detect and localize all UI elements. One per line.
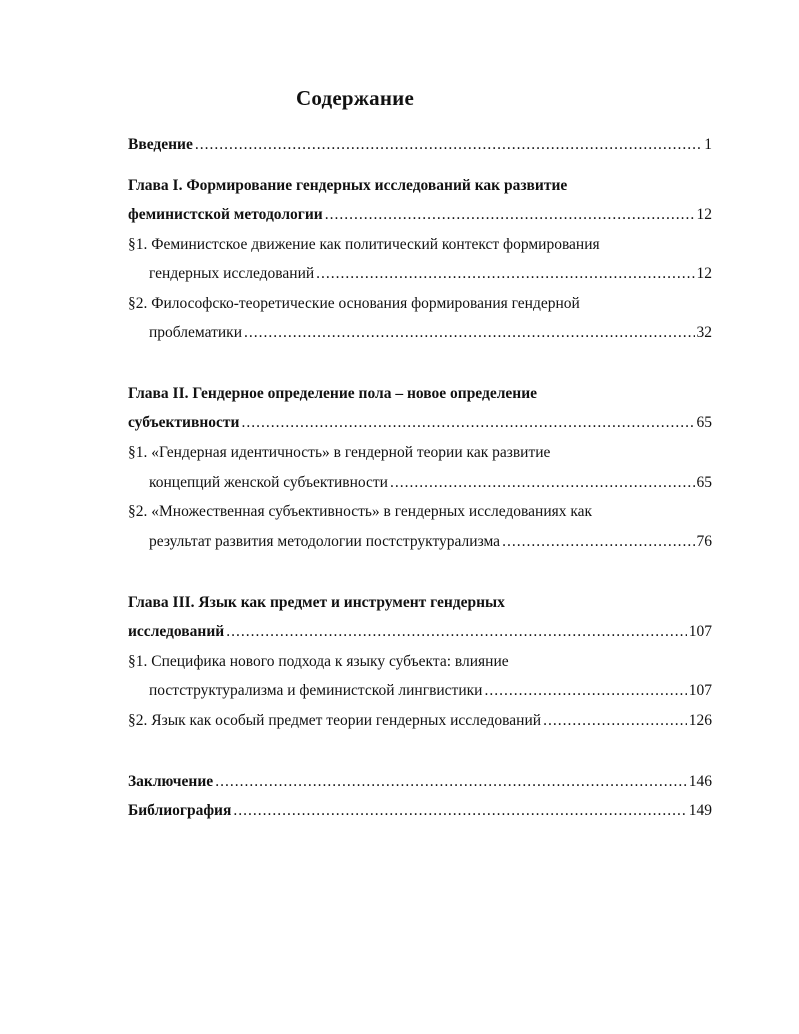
toc-chapter-1-title[interactable] (128, 174, 712, 198)
leader-dots (215, 770, 687, 794)
toc-section-title-line: §1. Специфика нового подхода к языку субъекта: влияние (128, 653, 509, 670)
toc-section-1-2-end[interactable] (149, 321, 712, 345)
toc-section-2-1-end[interactable] (149, 471, 712, 495)
toc-page-number: 146 (688, 773, 712, 790)
toc-chapter-2-title[interactable] (128, 382, 712, 406)
toc-section-2-2[interactable] (128, 500, 712, 524)
toc-chapter-3-title[interactable] (128, 591, 712, 615)
toc-entry-introduction[interactable] (128, 133, 712, 157)
leader-dots (502, 530, 694, 554)
toc-section-3-1-end[interactable] (149, 679, 712, 703)
toc-section-2-2-end[interactable] (149, 530, 712, 554)
toc-entry-conclusion[interactable] (128, 770, 712, 794)
toc-page-number: 76 (696, 533, 712, 550)
toc-chapter-title-line: Глава I. Формирование гендерных исследований как развитие (128, 177, 568, 194)
toc-chapter-title-line: исследований (128, 623, 225, 640)
toc-section-title-line: §1. «Гендерная идентичность» в гендерной теории как развитие (128, 444, 551, 461)
toc-page-number: 126 (688, 712, 712, 729)
leader-dots (195, 133, 702, 157)
toc-page-number: 65 (696, 414, 712, 431)
leader-dots (316, 262, 694, 286)
toc-section-title-line: концепций женской субъективности (149, 474, 388, 491)
toc-section-2-1[interactable] (128, 441, 712, 465)
toc-chapter-title-line: феминистской методологии (128, 206, 323, 223)
toc-section-title-line: результат развития методологии постструктурализма (149, 533, 501, 550)
toc-chapter-title-line: Глава II. Гендерное определение пола – новое определение (128, 385, 538, 402)
toc-section-title-line: §2. «Множественная субъективность» в гендерных исследованиях как (128, 503, 593, 520)
toc-entry-label: Введение (128, 136, 193, 153)
toc-page-number: 65 (696, 474, 712, 491)
leader-dots (233, 799, 686, 823)
toc-entry-bibliography[interactable] (128, 799, 712, 823)
toc-chapter-title-line: Глава III. Язык как предмет и инструмент гендерных (128, 594, 505, 611)
toc-section-1-1[interactable] (128, 233, 712, 257)
toc-section-1-2[interactable] (128, 292, 712, 316)
toc-entry-label: Библиография (128, 802, 232, 819)
toc-page-number: 149 (688, 802, 712, 819)
toc-section-title-line: §2. Философско-теоретические основания формирования гендерной (128, 295, 580, 312)
toc-section-title-line: §2. Язык как особый предмет теории гендерных исследований (128, 712, 542, 729)
toc-chapter-1-title-end[interactable] (128, 203, 712, 227)
leader-dots (244, 321, 695, 345)
toc-section-title-line: проблематики (149, 324, 242, 341)
leader-dots (543, 709, 687, 733)
leader-dots (241, 411, 694, 435)
toc-page-number: 1 (704, 136, 712, 153)
toc-section-title-line: гендерных исследований (149, 265, 315, 282)
leader-dots (325, 203, 695, 227)
toc-page-number: 107 (688, 623, 712, 640)
toc-page-number: 32 (696, 324, 712, 341)
leader-dots (390, 471, 695, 495)
toc-section-title-line: постструктурализма и феминистской лингвистики (149, 682, 483, 699)
toc-page-number: 107 (688, 682, 712, 699)
toc-page-number: 12 (696, 206, 712, 223)
toc-chapter-title-line: субъективности (128, 414, 240, 431)
toc-section-title-line: §1. Феминистское движение как политический контекст формирования (128, 236, 600, 253)
leader-dots (226, 620, 687, 644)
leader-dots (484, 679, 686, 703)
toc-page-number: 12 (696, 265, 712, 282)
toc-section-3-2[interactable] (128, 709, 712, 733)
toc-section-3-1[interactable] (128, 650, 712, 674)
toc-chapter-3-title-end[interactable] (128, 620, 712, 644)
page-title: Содержание (296, 86, 414, 110)
toc-section-1-1-end[interactable] (149, 262, 712, 286)
toc-entry-label: Заключение (128, 773, 214, 790)
toc-chapter-2-title-end[interactable] (128, 411, 712, 435)
